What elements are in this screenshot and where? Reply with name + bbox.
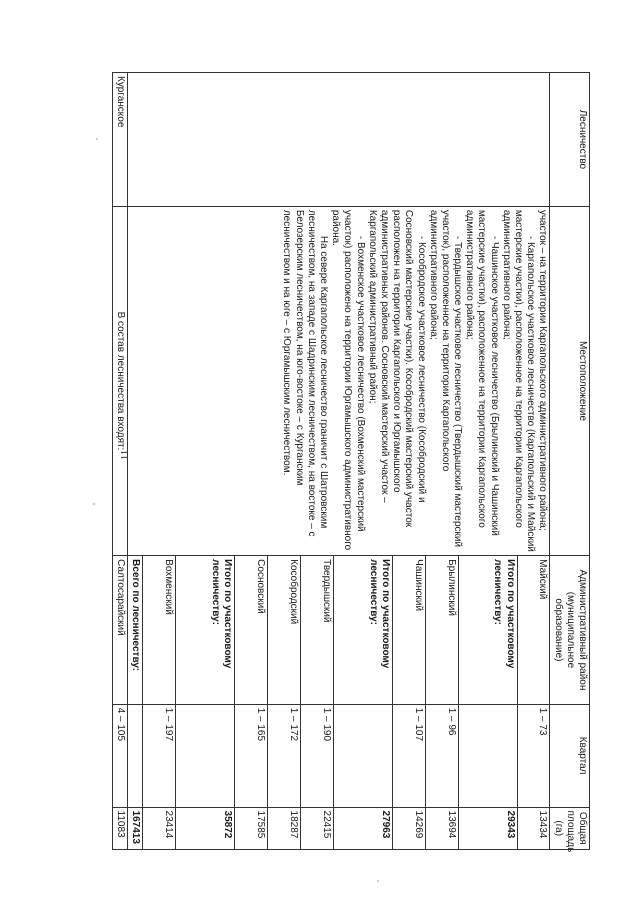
- table-row: [517, 73, 550, 850]
- admin-cell: Итого по участковому лесничеству:: [176, 556, 235, 705]
- area-cell: 22415: [301, 807, 334, 849]
- quarter-cell: [458, 704, 517, 807]
- quarter-cell: [333, 704, 392, 807]
- total-label: Всего по лесничеству:: [128, 556, 143, 705]
- admin-cell: Твердышский: [301, 556, 334, 705]
- area-cell: 18287: [268, 807, 301, 849]
- area-cell: 23414: [143, 807, 176, 849]
- scan-speck: [377, 880, 379, 882]
- header-location: Местоположение: [550, 206, 590, 555]
- header-admin-district: Административный район (муниципальное образование): [550, 556, 590, 705]
- location-paragraph: - Чашинское участковое лесничество (Брылинский и Чашинский мастерские участки), расположенное на территории Каргапольского административного района;: [464, 209, 500, 536]
- area-cell: 35872: [176, 807, 235, 849]
- location-paragraph: - Вохменское участковое лесничество (Вохменский мастерский участок) расположено на территории Юргамышского административного района.: [330, 209, 366, 551]
- quarter-cell: 1 – 165: [235, 704, 268, 807]
- area-cell: 13434: [517, 807, 550, 849]
- page-number: 11: [119, 449, 131, 461]
- location-paragraph: - Твердышское участковое лесничество (Твердышский мастерский участок), расположенное на территории Каргапольского административного района;: [427, 209, 464, 548]
- admin-cell: Майский: [517, 556, 550, 705]
- location-cell: В состав лесничества входят:: [113, 206, 128, 555]
- area-cell: 29343: [458, 807, 517, 849]
- table-body: [113, 73, 550, 850]
- table-row: [113, 73, 128, 850]
- admin-cell: Брылинский: [425, 556, 458, 705]
- area-cell: 14269: [392, 807, 425, 849]
- rotated-table-wrapper: [112, 72, 590, 853]
- admin-cell: Итого по участковому лесничеству:: [458, 556, 517, 705]
- total-quarter-cell: [128, 704, 143, 807]
- area-cell: 27963: [333, 807, 392, 849]
- admin-cell: Чашинский: [392, 556, 425, 705]
- total-area: 167413: [128, 807, 143, 849]
- area-cell: 11083: [113, 807, 128, 849]
- header-row: [550, 73, 590, 850]
- admin-cell: Вохменский: [143, 556, 176, 705]
- location-cell: [128, 206, 550, 555]
- quarter-cell: 4 – 105: [113, 704, 128, 807]
- admin-cell: Салтосарайский: [113, 556, 128, 705]
- forestry-cell: Курганское: [113, 73, 128, 207]
- quarter-cell: [176, 704, 235, 807]
- quarter-cell: 1 – 172: [268, 704, 301, 807]
- forestry-cell: [128, 73, 550, 207]
- scan-speck: [96, 138, 98, 140]
- forestry-table: [112, 72, 590, 853]
- admin-cell: Кособродский: [268, 556, 301, 705]
- header-forestry: Лесничество: [550, 73, 590, 207]
- admin-cell: Итого по участковому лесничеству:: [333, 556, 392, 705]
- quarter-cell: 1 – 197: [143, 704, 176, 807]
- location-paragraph: На севере Каргапольское лесничество граничит с Шатровским лесничеством, на западе с Шадринским лесничеством, на востоке – с Белозерским лесничеством, на юго-востоке – с Курганским лесничеством и на юге – с Юргамышским лесничеством.: [281, 209, 330, 537]
- area-cell: 17585: [235, 807, 268, 849]
- admin-cell: Сосновский: [235, 556, 268, 705]
- header-area: Общая площадь (га): [550, 807, 590, 849]
- location-paragraph: - Кособродское участковое лесничество (Кособродский и Сосновский мастерские участки). Кособродский мастерский участок расположен на территории Каргапольского и Юргамышского административных районов. Сосновский мастерский участок – Каргапольский административный район;: [366, 209, 427, 528]
- location-paragraph: участок – на территории Каргапольского административного района;: [537, 209, 549, 531]
- quarter-cell: 1 – 107: [392, 704, 425, 807]
- quarter-cell: 1 – 73: [517, 704, 550, 807]
- quarter-cell: 1 – 190: [301, 704, 334, 807]
- location-paragraph: - Каргапольское участковое лесничество (Каргапольский и Майский мастерские участки), расположенное на территории Каргапольского административного района;: [500, 209, 537, 552]
- quarter-cell: 1 – 96: [425, 704, 458, 807]
- scan-speck: [93, 503, 95, 505]
- area-cell: 13694: [425, 807, 458, 849]
- header-quarter: Квартал: [550, 704, 590, 807]
